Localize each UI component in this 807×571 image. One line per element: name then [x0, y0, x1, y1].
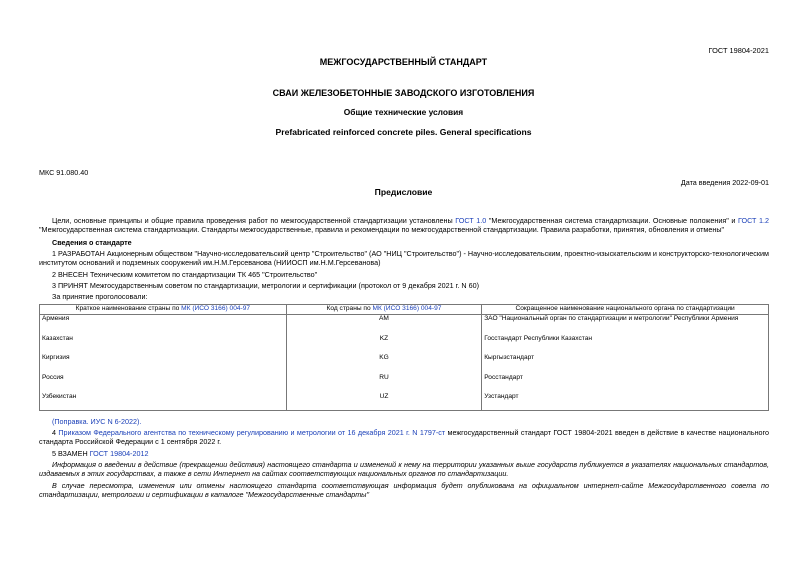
mks-code: МКС 91.080.40 [39, 168, 89, 177]
standards-body: Росстандарт [482, 374, 769, 394]
country-code: AM [286, 315, 481, 335]
standards-body: ЗАО "Национальный орган по стандартизации и метрологии" Республики Армения [482, 315, 769, 335]
gost-1-2-link[interactable]: ГОСТ 1.2 [737, 216, 769, 225]
intro-text-1: Цели, основные принципы и общие правила проведения работ по межгосударственной стандартизации установлены [52, 216, 456, 225]
country-name: Узбекистан [40, 393, 287, 411]
info-item-3: 3 ПРИНЯТ Межгосударственным советом по стандартизации, метрологии и сертификации (протокол от 9 декабря 2021 г. N 60) [52, 281, 479, 290]
info-item-4: 4 Приказом Федерального агентства по техническому регулированию и метрологии от 16 декабря 2021 г. N 1797-ст межгосударственный стандарт ГОСТ 19804-2021 введен в действие в качестве национального стандарта Российской Федерации с 1 сентября 2022 г. [39, 428, 769, 447]
info-item-1: 1 РАЗРАБОТАН Акционерным обществом "Научно-исследовательский центр "Строительство" (АО "НИЦ "Строительство") - Научно-исследовательским, проектно-изыскательским и конструкторско-технологическим институтом оснований и подземных сооружений им.Н.М.Герсеванова (НИИОСП им.Н.М.Герсеванова) [39, 249, 769, 268]
member-states-table [39, 304, 769, 411]
info-item-2: 2 ВНЕСЕН Техническим комитетом по стандартизации ТК 465 "Строительство" [52, 270, 318, 279]
table-header-row [40, 305, 769, 315]
gost-19804-2012-link[interactable]: ГОСТ 19804-2012 [89, 449, 149, 458]
table-row [40, 315, 769, 335]
table-row [40, 354, 769, 374]
order-link[interactable]: Приказом Федерального агентства по техническому регулированию и метрологии от 16 декабря 2021 г. N 1797-ст [58, 428, 446, 437]
table-row [40, 393, 769, 411]
info-heading: Сведения о стандарте [52, 238, 132, 247]
table-row [40, 374, 769, 394]
document-title: СВАИ ЖЕЛЕЗОБЕТОННЫЕ ЗАВОДСКОГО ИЗГОТОВЛЕНИЯ [272, 88, 535, 98]
country-name: Киргизия [40, 354, 287, 374]
country-name: Казахстан [40, 335, 287, 355]
introduction-date: Дата введения 2022-09-01 [680, 178, 769, 187]
intro-text-2: "Межгосударственная система стандартизации. Основные положения" и [486, 216, 738, 225]
standard-type: МЕЖГОСУДАРСТВЕННЫЙ СТАНДАРТ [319, 57, 488, 67]
document-subtitle: Общие технические условия [343, 107, 464, 117]
note-paragraph-1: Информация о введении в действие (прекращении действия) настоящего стандарта и изменений к нему на территории указанных выше государств публикуется в указателях национальных стандартов, издаваемых в этих государствах, а также в сети Интернет на сайтах соответствующих национальных органов по стандартизации. [39, 460, 769, 479]
amendment-line [39, 417, 769, 426]
country-name: Армения [40, 315, 287, 335]
gost-1-0-link[interactable]: ГОСТ 1.0 [455, 216, 487, 225]
note-paragraph-2: В случае пересмотра, изменения или отмены настоящего стандарта соответствующая информация будет опубликована на официальном интернет-сайте Межгосударственного совета по стандартизации, метрологии и сертификации в каталоге "Межгосударственные стандарты" [39, 481, 769, 500]
country-code: KZ [286, 335, 481, 355]
standards-body: Узстандарт [482, 393, 769, 411]
table-row [40, 335, 769, 355]
document-title-english: Prefabricated reinforced concrete piles. General specifications [275, 127, 532, 137]
country-code: RU [286, 374, 481, 394]
mk-iso-link[interactable]: МК (ИСО 3166) 004-97 [181, 305, 251, 313]
standards-body: Госстандарт Республики Казахстан [482, 335, 769, 355]
column-header-code: Код страны по МК (ИСО 3166) 004-97 [286, 305, 481, 315]
amendment-link[interactable]: (Поправка. ИУС N 6-2022). [52, 417, 142, 426]
intro-text-3: "Межгосударственная система стандартизации. Стандарты межгосударственные, правила и рекомендации по межгосударственной стандартизации. Правила разработки, принятия, обновления и отмены" [39, 225, 725, 235]
mk-iso-link[interactable]: МК (ИСО 3166) 004-97 [372, 305, 442, 313]
column-header-body: Сокращенное наименование национального органа по стандартизации [482, 305, 769, 315]
country-name: Россия [40, 374, 287, 394]
country-code: UZ [286, 393, 481, 411]
intro-paragraph [39, 216, 769, 235]
standards-body: Кыргызстандарт [482, 354, 769, 374]
info-item-5: 5 ВЗАМЕН ГОСТ 19804-2012 [52, 449, 149, 458]
doc-code: ГОСТ 19804-2021 [708, 46, 769, 55]
column-header-country: Краткое наименование страны по МК (ИСО 3166) 004-97 [40, 305, 287, 315]
voted-label: За принятие проголосовали: [52, 292, 148, 301]
country-code: KG [286, 354, 481, 374]
foreword-heading: Предисловие [374, 187, 433, 197]
